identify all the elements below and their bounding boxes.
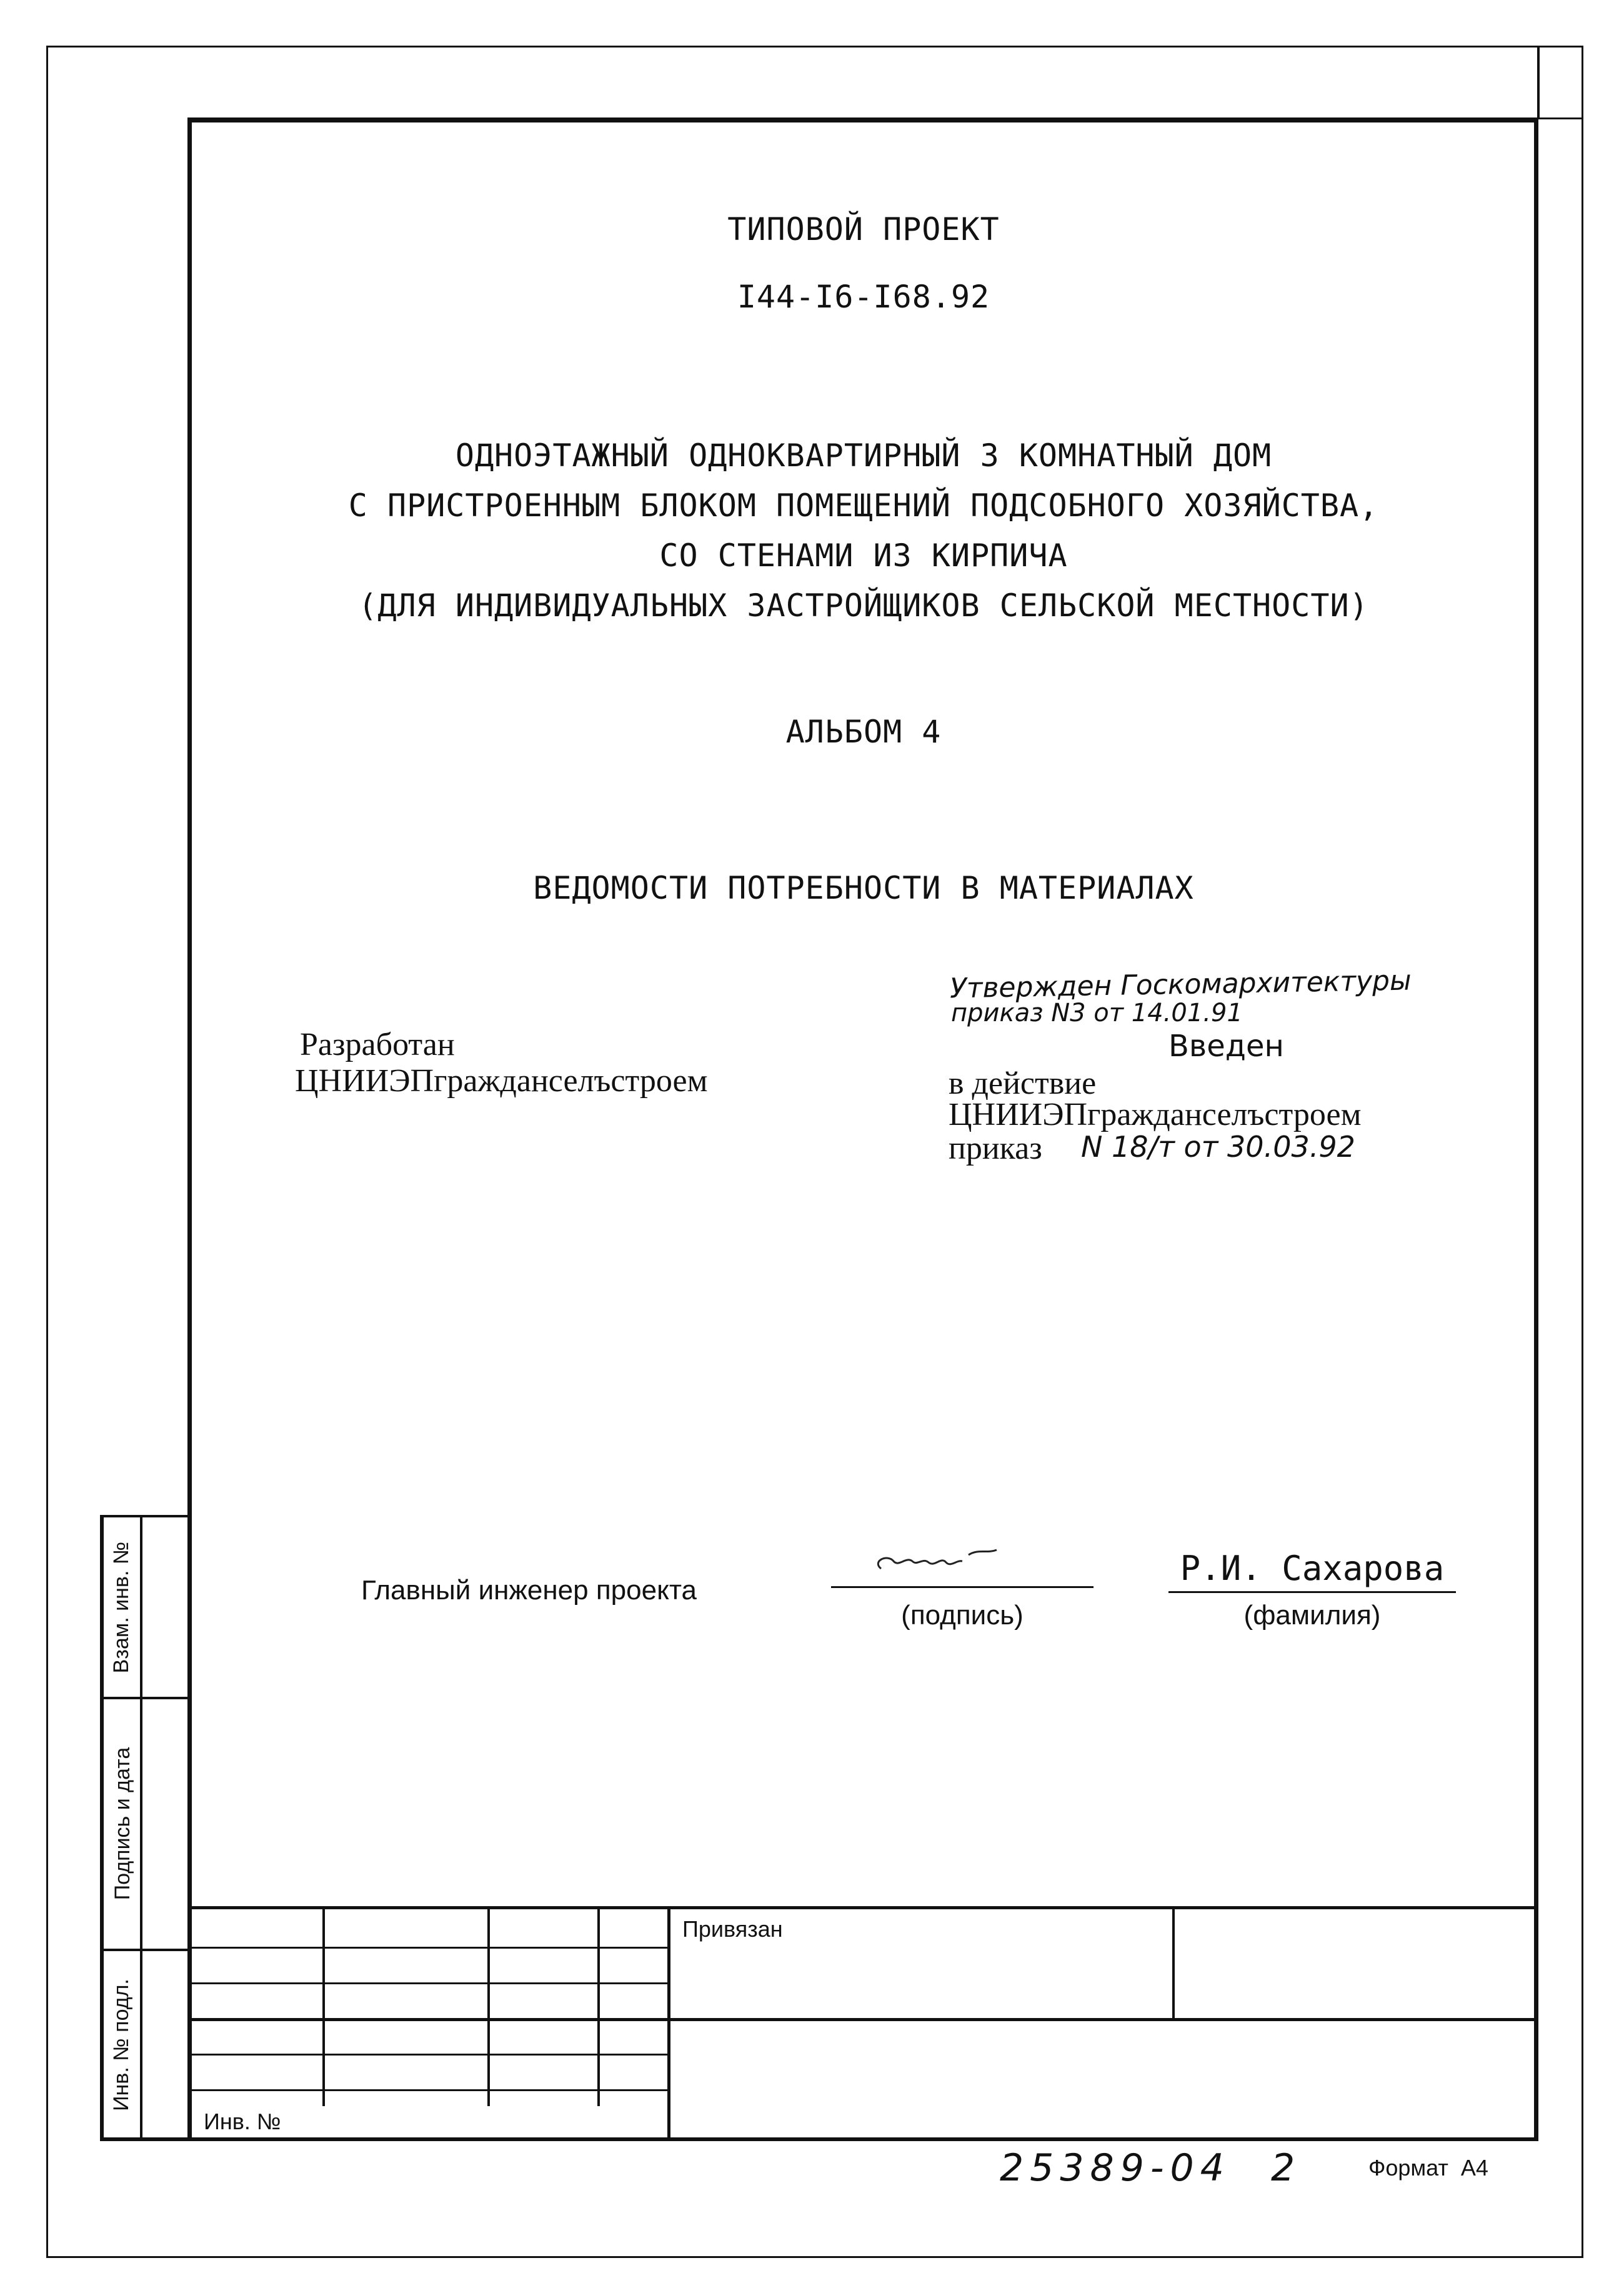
side-label-podpis-data: Подпись и дата xyxy=(111,1747,134,1901)
album-label: АЛЬБОМ 4 xyxy=(785,714,942,750)
approval-approved: Утвержден Госкомархитектуры xyxy=(949,964,1412,1005)
title-line: (ДЛЯ ИНДИВИДУАЛЬНЫХ ЗАСТРОЙЩИКОВ СЕЛЬСКОЙ МЕСТНОСТИ) xyxy=(358,587,1369,624)
footer-sheet-number: 2 xyxy=(1271,2146,1295,2190)
approval-introduced: Введен xyxy=(1168,1029,1284,1064)
side-label-inv-podl: Инв. № подл. xyxy=(109,1979,133,2111)
approval-org: ЦНИИЭПгражданселъстроем xyxy=(949,1097,1362,1132)
signature-role: Главный инженер проекта xyxy=(361,1575,697,1606)
document-code: I44-I6-I68.92 xyxy=(737,279,990,315)
title-line: ОДНОЭТАЖНЫЙ ОДНОКВАРТИРНЫЙ 3 КОМНАТНЫЙ ДОМ xyxy=(455,437,1272,474)
title-line: С ПРИСТРОЕННЫМ БЛОКОМ ПОМЕЩЕНИЙ ПОДСОБНОГО ХОЗЯЙСТВА, xyxy=(348,487,1379,524)
document-subject: ВЕДОМОСТИ ПОТРЕБНОСТИ В МАТЕРИАЛАХ xyxy=(533,870,1194,906)
title-line: СО СТЕНАМИ ИЗ КИРПИЧА xyxy=(659,537,1068,574)
name-line xyxy=(1168,1591,1456,1593)
name-caption: (фамилия) xyxy=(1243,1600,1381,1631)
approval-in-action: в действие xyxy=(949,1066,1097,1101)
signature-name: Р.И. Сахарова xyxy=(1180,1549,1445,1588)
signature-caption: (подпись) xyxy=(901,1600,1024,1631)
approval-order-value: N 18/т от 30.03.92 xyxy=(1081,1130,1355,1164)
stamp-inv-no: Инв. № xyxy=(204,2109,281,2134)
signature-line xyxy=(831,1586,1093,1588)
approval-order: приказ N3 от 14.01.91 xyxy=(951,999,1243,1027)
developer-org: ЦНИИЭПгражданселъстроем xyxy=(295,1063,708,1099)
developer-label: Разработан xyxy=(300,1027,455,1062)
stamp-privyazan: Привязан xyxy=(682,1916,783,1942)
document-type-label: ТИПОВОЙ ПРОЕКТ xyxy=(727,211,1000,247)
signature-mark xyxy=(869,1542,1031,1580)
footer-doc-number: 25389-04 xyxy=(1000,2146,1230,2190)
footer-format: Формат А4 xyxy=(1368,2155,1488,2181)
side-label-vzam-inv: Взам. инв. № xyxy=(109,1541,133,1674)
approval-order-label: приказ xyxy=(949,1131,1042,1166)
